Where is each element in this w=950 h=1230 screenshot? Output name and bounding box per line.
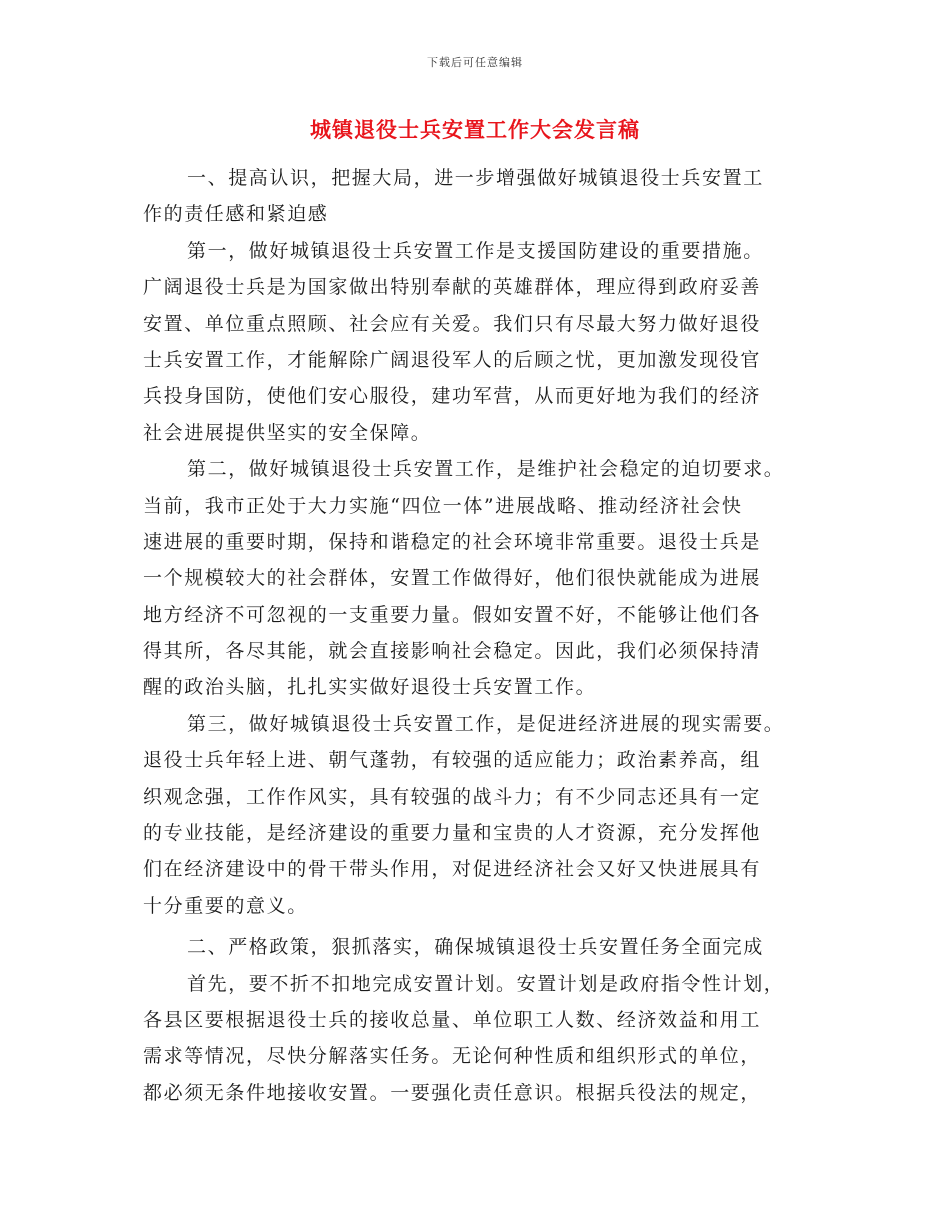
text-line: 十分重要的意义。 (143, 894, 308, 917)
text-line: 当前，我市正处于大力实施“四位一体”进展战略、推动经济社会快 (143, 494, 743, 517)
text-line: 地方经济不可忽视的一支重要力量。假如安置不好，不能够让他们各 (143, 603, 762, 626)
text-line: 醒的政治头脑，扎扎实实做好退役士兵安置工作。 (143, 676, 597, 699)
text-line: 速进展的重要时期，保持和谐稳定的社会环境非常重要。退役士兵是 (143, 530, 762, 553)
text-line: 织观念强，工作作风实，具有较强的战斗力；有不少同志还具有一定 (143, 785, 762, 808)
text-line: 得其所，各尽其能，就会直接影响社会稳定。因此，我们必须保持清 (143, 640, 762, 663)
text-line: 兵投身国防，使他们安心服役，建功军营，从而更好地为我们的经济 (143, 385, 762, 408)
text-line: 们在经济建设中的骨干带头作用，对促进经济社会又好又快进展具有 (143, 858, 762, 881)
text-line: 一个规模较大的社会群体，安置工作做得好，他们很快就能成为进展 (143, 567, 762, 590)
text-line: 的专业技能，是经济建设的重要力量和宝贵的人才资源，充分发挥他 (143, 822, 762, 845)
text-line: 都必须无条件地接收安置。一要强化责任意识。根据兵役法的规定， (143, 1081, 762, 1104)
text-line: 各县区要根据退役士兵的接收总量、单位职工人数、经济效益和用工 (143, 1008, 762, 1031)
text-line: 第二，做好城镇退役士兵安置工作，是维护社会稳定的迫切要求。 (187, 458, 785, 481)
text-line: 一、提高认识，把握大局，进一步增强做好城镇退役士兵安置工 (187, 167, 764, 189)
text-line: 退役士兵年轻上进、朝气蓬勃，有较强的适应能力；政治素养高，组 (143, 749, 762, 772)
text-line: 二、严格政策，狠抓落实，确保城镇退役士兵安置任务全面完成 (187, 936, 764, 959)
text-line: 第三，做好城镇退役士兵安置工作，是促进经济进展的现实需要。 (187, 712, 785, 735)
text-line: 首先，要不折不扣地完成安置计划。安置计划是政府指令性计划， (187, 972, 785, 995)
document-body (143, 160, 807, 1111)
text-line: 士兵安置工作，才能解除广阔退役军人的后顾之忧，更加激发现役官 (143, 348, 762, 371)
text-line: 作的责任感和紧迫感 (143, 203, 329, 226)
text-line: 社会进展提供坚实的安全保障。 (143, 421, 432, 444)
text-line: 需求等情况，尽快分解落实任务。无论何种性质和组织形式的单位， (143, 1045, 762, 1068)
text-line: 广阔退役士兵是为国家做出特别奉献的英雄群体，理应得到政府妥善 (143, 276, 762, 299)
document-title: 城镇退役士兵安置工作大会发言稿 (310, 117, 640, 142)
text-line: 第一，做好城镇退役士兵安置工作是支援国防建设的重要措施。 (187, 239, 764, 262)
page-header-note: 下载后可任意编辑 (427, 56, 523, 69)
text-line: 安置、单位重点照顾、社会应有关爱。我们只有尽最大努力做好退役 (143, 312, 762, 335)
